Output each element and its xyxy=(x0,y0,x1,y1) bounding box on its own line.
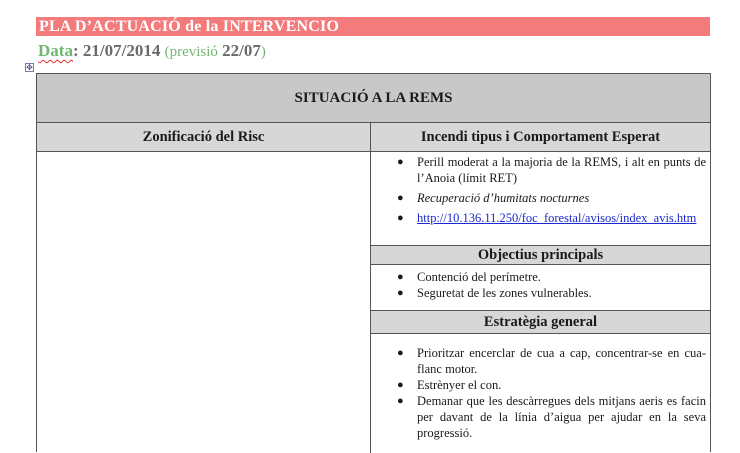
estrategia-header: Estratègia general xyxy=(371,310,710,334)
date-line xyxy=(38,40,266,62)
list-item: ● Recuperació d’humitats nocturnes xyxy=(397,191,590,205)
prevision-label: previsió xyxy=(169,44,218,60)
table-move-handle-icon[interactable]: ✥ xyxy=(26,63,33,72)
col-header-zonificacio: Zonificació del Risc xyxy=(37,123,371,152)
date-separator: : xyxy=(72,41,79,60)
incendi-cell[interactable] xyxy=(371,154,710,244)
forecast-link[interactable]: http://10.136.11.250/foc_forestal/avisos/index_avis.htm xyxy=(417,211,697,225)
objectius-cell[interactable] xyxy=(371,269,710,309)
date-label: Data xyxy=(38,41,73,60)
list-item: ● Estrènyer el con. xyxy=(397,378,502,392)
list-item: ● Contenció del perímetre. xyxy=(397,270,541,284)
zonificacio-cell[interactable] xyxy=(37,152,371,453)
list-item: ● Perill moderat a la majoria de la REMS, i alt en punts de l’Anoia (límit RET) xyxy=(397,155,706,185)
date-value: 21/07/2014 xyxy=(82,41,161,60)
paren-close: ) xyxy=(260,44,266,60)
paren-open: ( xyxy=(164,44,170,60)
document-title: PLA D’ACTUACIÓ de la INTERVENCIO xyxy=(36,17,710,36)
prevision-value: 22/07 xyxy=(222,41,261,60)
list-item: ● Demanar que les descàrregues dels mitjans aeris es facin per davant de la línia d’aigua per ajudar en la seva progressió. xyxy=(397,394,706,440)
estrategia-cell[interactable] xyxy=(371,345,710,453)
situation-table xyxy=(36,73,711,452)
objectius-header: Objectius principals xyxy=(371,245,710,265)
table-main-header: SITUACIÓ A LA REMS xyxy=(37,74,710,123)
col-header-incendi: Incendi tipus i Comportament Esperat xyxy=(371,123,710,152)
list-item: ● http://10.136.11.250/foc_forestal/avisos/index_avis.htm xyxy=(397,211,697,225)
list-item: ● Seguretat de les zones vulnerables. xyxy=(397,286,592,300)
list-item: ● Prioritzar encerclar de cua a cap, concentrar-se en cua-flanc motor. xyxy=(397,346,706,376)
